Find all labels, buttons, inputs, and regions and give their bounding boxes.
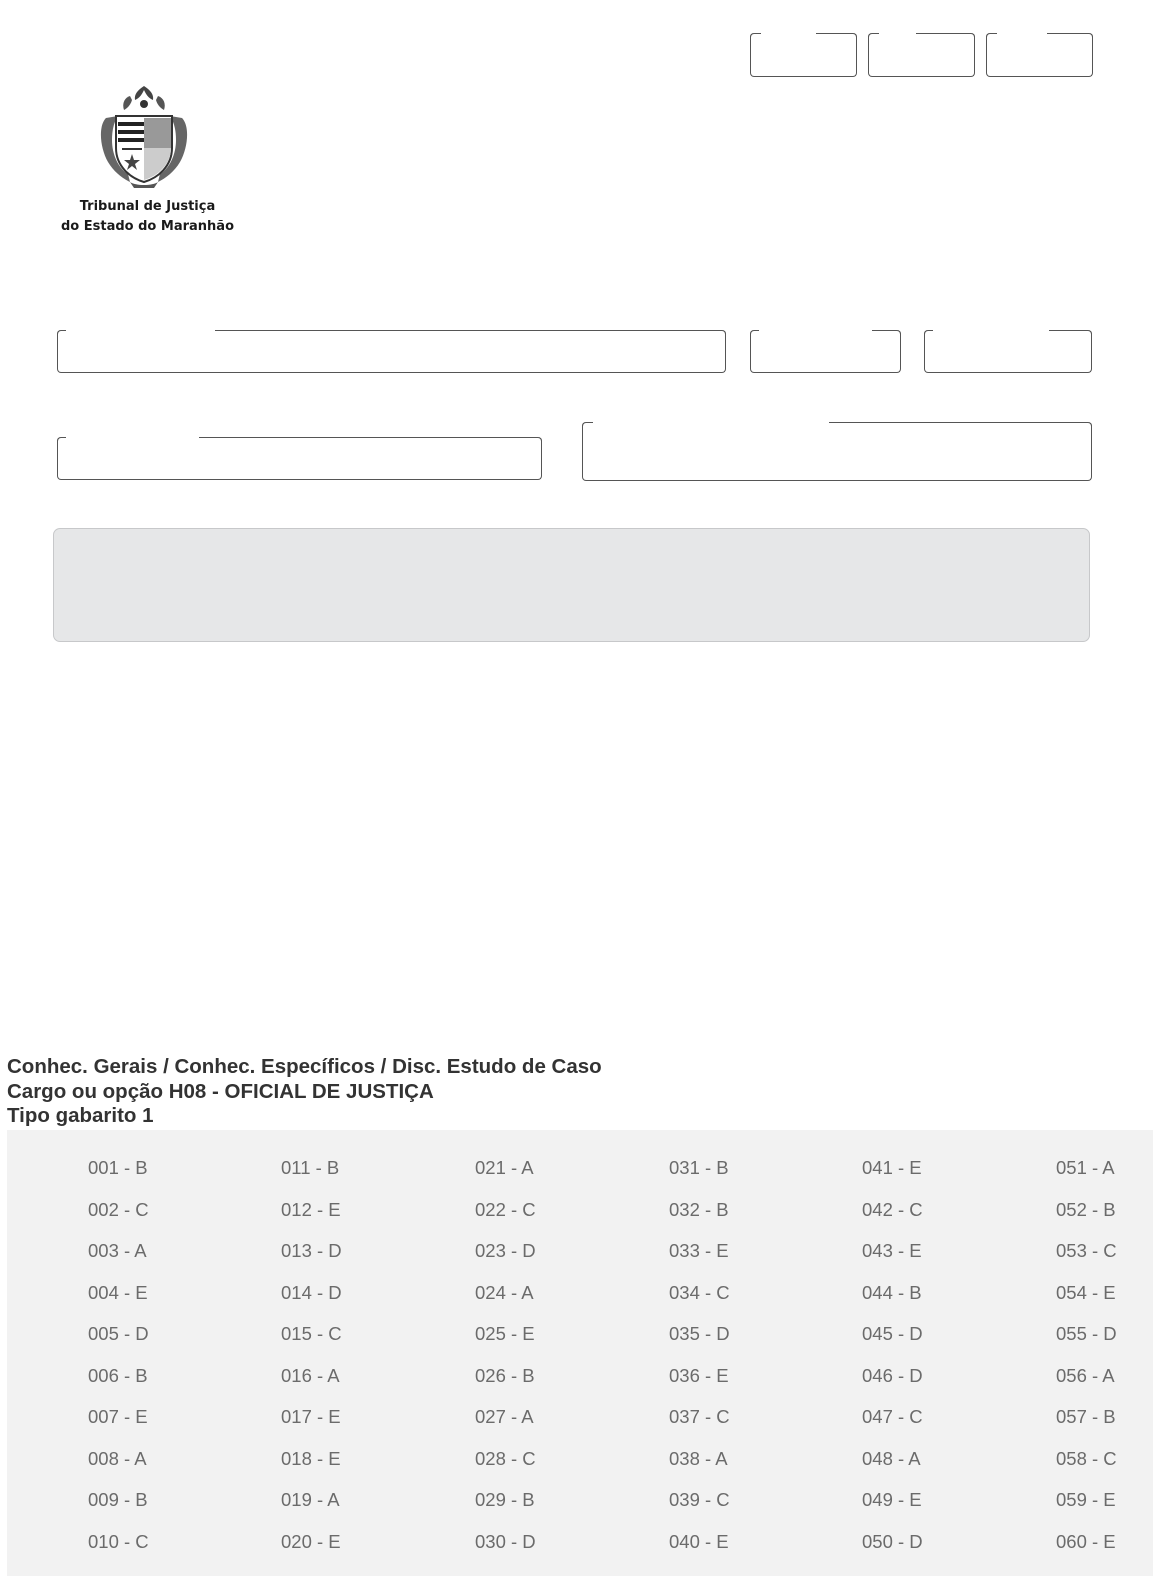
answer-item: 001 - B [88, 1157, 148, 1178]
registration-field[interactable] [750, 330, 901, 373]
answer-item: 057 - B [1056, 1406, 1116, 1427]
answer-item: 010 - C [88, 1531, 149, 1552]
answer-item: 026 - B [475, 1365, 535, 1386]
answer-item: 012 - E [281, 1199, 341, 1220]
answer-item: 059 - E [1056, 1489, 1116, 1510]
coat-of-arms-icon [94, 82, 194, 190]
answer-item: 049 - E [862, 1489, 922, 1510]
room-field[interactable] [924, 330, 1092, 373]
header-box-2[interactable] [868, 33, 975, 77]
answer-item: 020 - E [281, 1531, 341, 1552]
candidate-name-field[interactable] [57, 330, 726, 373]
answer-item: 038 - A [669, 1448, 728, 1469]
answer-item: 042 - C [862, 1199, 923, 1220]
answer-item: 032 - B [669, 1199, 729, 1220]
answer-item: 003 - A [88, 1240, 147, 1261]
answer-item: 036 - E [669, 1365, 729, 1386]
answer-item: 002 - C [88, 1199, 149, 1220]
answer-item: 048 - A [862, 1448, 921, 1469]
answer-item: 027 - A [475, 1406, 534, 1427]
answer-item: 024 - A [475, 1282, 534, 1303]
institution-logo [60, 82, 235, 242]
answer-key-title: Conhec. Gerais / Conhec. Específicos / Disc. Estudo de Caso [7, 1055, 602, 1078]
answer-item: 019 - A [281, 1489, 340, 1510]
answer-item: 016 - A [281, 1365, 340, 1386]
signature-field[interactable] [582, 422, 1092, 481]
answer-item: 031 - B [669, 1157, 729, 1178]
answer-item: 004 - E [88, 1282, 148, 1303]
answer-item: 045 - D [862, 1323, 923, 1344]
answer-item: 021 - A [475, 1157, 534, 1178]
answer-item: 050 - D [862, 1531, 923, 1552]
answer-key-type: Tipo gabarito 1 [7, 1104, 154, 1127]
answer-item: 033 - E [669, 1240, 729, 1261]
answer-item: 011 - B [281, 1157, 340, 1178]
answer-item: 029 - B [475, 1489, 535, 1510]
answer-item: 055 - D [1056, 1323, 1117, 1344]
answer-item: 060 - E [1056, 1531, 1116, 1552]
answer-key-grid [7, 1130, 1153, 1576]
answer-item: 017 - E [281, 1406, 341, 1427]
answer-item: 058 - C [1056, 1448, 1117, 1469]
answer-item: 054 - E [1056, 1282, 1116, 1303]
answer-item: 039 - C [669, 1489, 730, 1510]
answer-item: 015 - C [281, 1323, 342, 1344]
answer-item: 053 - C [1056, 1240, 1117, 1261]
institution-name-line2: do Estado do Maranhão [61, 219, 234, 234]
answer-item: 044 - B [862, 1282, 922, 1303]
answer-item: 043 - E [862, 1240, 922, 1261]
answer-item: 056 - A [1056, 1365, 1115, 1386]
answer-item: 040 - E [669, 1531, 729, 1552]
answer-item: 025 - E [475, 1323, 535, 1344]
answer-item: 030 - D [475, 1531, 536, 1552]
answer-item: 014 - D [281, 1282, 342, 1303]
answer-item: 051 - A [1056, 1157, 1115, 1178]
answer-key-position: Cargo ou opção H08 - OFICIAL DE JUSTIÇA [7, 1079, 434, 1103]
answer-item: 006 - B [88, 1365, 148, 1386]
answer-item: 009 - B [88, 1489, 148, 1510]
instructions-panel [53, 528, 1090, 642]
answer-item: 028 - C [475, 1448, 536, 1469]
answer-item: 018 - E [281, 1448, 341, 1469]
document-field[interactable] [57, 437, 542, 480]
answer-item: 007 - E [88, 1406, 148, 1427]
answer-item: 013 - D [281, 1240, 342, 1261]
answer-item: 037 - C [669, 1406, 730, 1427]
answer-item: 041 - E [862, 1157, 922, 1178]
answer-item: 005 - D [88, 1323, 149, 1344]
answer-item: 023 - D [475, 1240, 536, 1261]
answer-item: 046 - D [862, 1365, 923, 1386]
answer-key-header [7, 1055, 602, 1129]
answer-item: 034 - C [669, 1282, 730, 1303]
answer-item: 052 - B [1056, 1199, 1116, 1220]
answer-item: 008 - A [88, 1448, 147, 1469]
header-box-3[interactable] [986, 33, 1093, 77]
answer-item: 035 - D [669, 1323, 730, 1344]
answer-item: 047 - C [862, 1406, 923, 1427]
header-box-1[interactable] [750, 33, 857, 77]
answer-item: 022 - C [475, 1199, 536, 1220]
institution-name-line1: Tribunal de Justiça [79, 199, 216, 214]
